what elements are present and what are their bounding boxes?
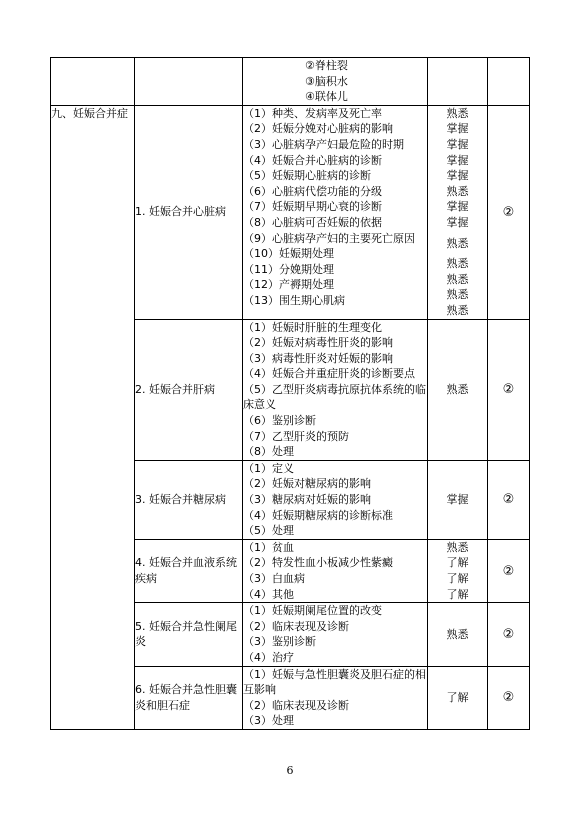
level-label: 熟悉 [446,106,469,120]
list-item: （1）妊娠期阑尾位置的改变 [243,604,382,618]
section-title: 5. 妊娠合并急性阑尾炎 [135,603,243,666]
level-label: 掌握 [446,493,469,507]
list-item: （4）其他 [243,587,294,601]
list-item: （2）临床表现及诊断 [243,619,349,633]
list-item: （6）鉴别诊断 [243,414,316,428]
items-cell [243,105,428,319]
items-cell [243,319,428,460]
level-label: 掌握 [446,137,469,151]
list-item: （3）鉴别诊断 [243,635,316,649]
level-label: 了解 [446,690,469,704]
list-item: （6）心脏病代偿功能的分级 [243,184,382,198]
level-label: 掌握 [446,122,469,136]
list-item: （2）妊娠分娩对心脏病的影响 [243,122,393,136]
list-item: （1）贫血 [243,540,294,554]
list-item: （12）产褥期处理 [243,278,334,292]
list-item: （2）妊娠对病毒性肝炎的影响 [243,336,393,350]
list-item: （5）妊娠期心脏病的诊断 [243,169,371,183]
continuation-row [51,58,530,106]
items-cell [243,603,428,666]
list-item: （3）处理 [243,714,294,728]
chapter-title: 九、妊娠合并症 [51,105,135,729]
list-item: （9）心脏病孕产妇的主要死亡原因 [243,231,415,245]
list-item: （2）临床表现及诊断 [243,698,349,712]
list-item: （4）妊娠合并重症肝炎的诊断要点 [243,367,415,381]
level-cell [428,105,488,319]
level-label: 熟悉 [446,257,469,271]
requirement-cell-empty [488,58,530,106]
list-item: （3）心脏病孕产妇最危险的时期 [243,137,404,151]
level-cell [428,603,488,666]
syllabus-table [50,57,530,730]
section-title: 6. 妊娠合并急性胆囊炎和胆石症 [135,666,243,729]
list-item: （5）乙型肝炎病毒抗原抗体系统的临床意义 [243,382,426,412]
level-label: 了解 [446,572,469,585]
level-cell [428,460,488,539]
section-title: 2. 妊娠合并肝病 [135,319,243,460]
list-item: （10）妊娠期处理 [243,247,334,261]
chapter-cell-empty [51,58,135,106]
list-item: （1）妊娠时肝脏的生理变化 [243,320,382,334]
level-label: 熟悉 [446,184,469,198]
list-item: ④联体儿 [305,90,348,104]
level-cell-empty [428,58,488,106]
list-item: ③脑积水 [305,74,348,88]
level-cell [428,666,488,729]
level-label: 熟悉 [446,236,469,250]
level-label: 熟悉 [446,288,469,302]
list-item: ②脊柱裂 [305,59,348,72]
level-label: 掌握 [446,169,469,183]
page-number: 6 [286,764,294,777]
list-item: （7）妊娠期早期心衰的诊断 [243,200,382,214]
level-label: 熟悉 [446,382,469,396]
list-item: （3）病毒性肝炎对妊娠的影响 [243,351,393,365]
requirement-mark: ② [488,319,530,460]
list-item: （1）定义 [243,461,294,475]
level-label: 掌握 [446,200,469,214]
level-label: 了解 [446,556,469,570]
level-label: 熟悉 [446,627,469,641]
requirement-mark: ② [488,603,530,666]
items-cell [243,58,428,106]
requirement-mark: ② [488,539,530,602]
list-item: （8）处理 [243,445,294,459]
list-item: （1）种类、发病率及死亡率 [243,106,382,120]
level-label: 掌握 [446,215,469,229]
section-title: 1. 妊娠合并心脏病 [135,105,243,319]
list-item: （1）妊娠与急性胆囊炎及胆石症的相互影响 [243,667,426,697]
list-item: （2）妊娠对糖尿病的影响 [243,477,371,491]
level-label: 熟悉 [446,540,469,554]
requirement-mark: ② [488,666,530,729]
list-item: （4）治疗 [243,650,294,664]
items-cell [243,666,428,729]
items-cell [243,460,428,539]
requirement-mark: ② [488,105,530,319]
level-label: 掌握 [446,153,469,167]
level-label: 熟悉 [446,272,469,286]
list-item: （7）乙型肝炎的预防 [243,429,349,443]
list-item: （4）妊娠合并心脏病的诊断 [243,153,382,167]
list-item: （3）白血病 [243,572,305,585]
list-item: （11）分娩期处理 [243,262,334,276]
section-cell-empty [135,58,243,106]
section-title: 3. 妊娠合并糖尿病 [135,460,243,539]
list-item: （2）特发性血小板减少性紫癜 [243,556,393,570]
table-row [51,105,530,319]
section-title: 4. 妊娠合并血液系统疾病 [135,539,243,602]
items-cell [243,539,428,602]
list-item: （5）处理 [243,524,294,538]
list-item: （3）糖尿病对妊娠的影响 [243,493,371,507]
requirement-mark: ② [488,460,530,539]
level-cell [428,539,488,602]
level-label: 熟悉 [446,303,469,317]
level-cell [428,319,488,460]
level-label: 了解 [446,587,469,601]
list-item: （13）围生期心肌病 [243,293,345,307]
list-item: （8）心脏病可否妊娠的依据 [243,215,382,229]
list-item: （4）妊娠期糖尿病的诊断标准 [243,508,393,522]
